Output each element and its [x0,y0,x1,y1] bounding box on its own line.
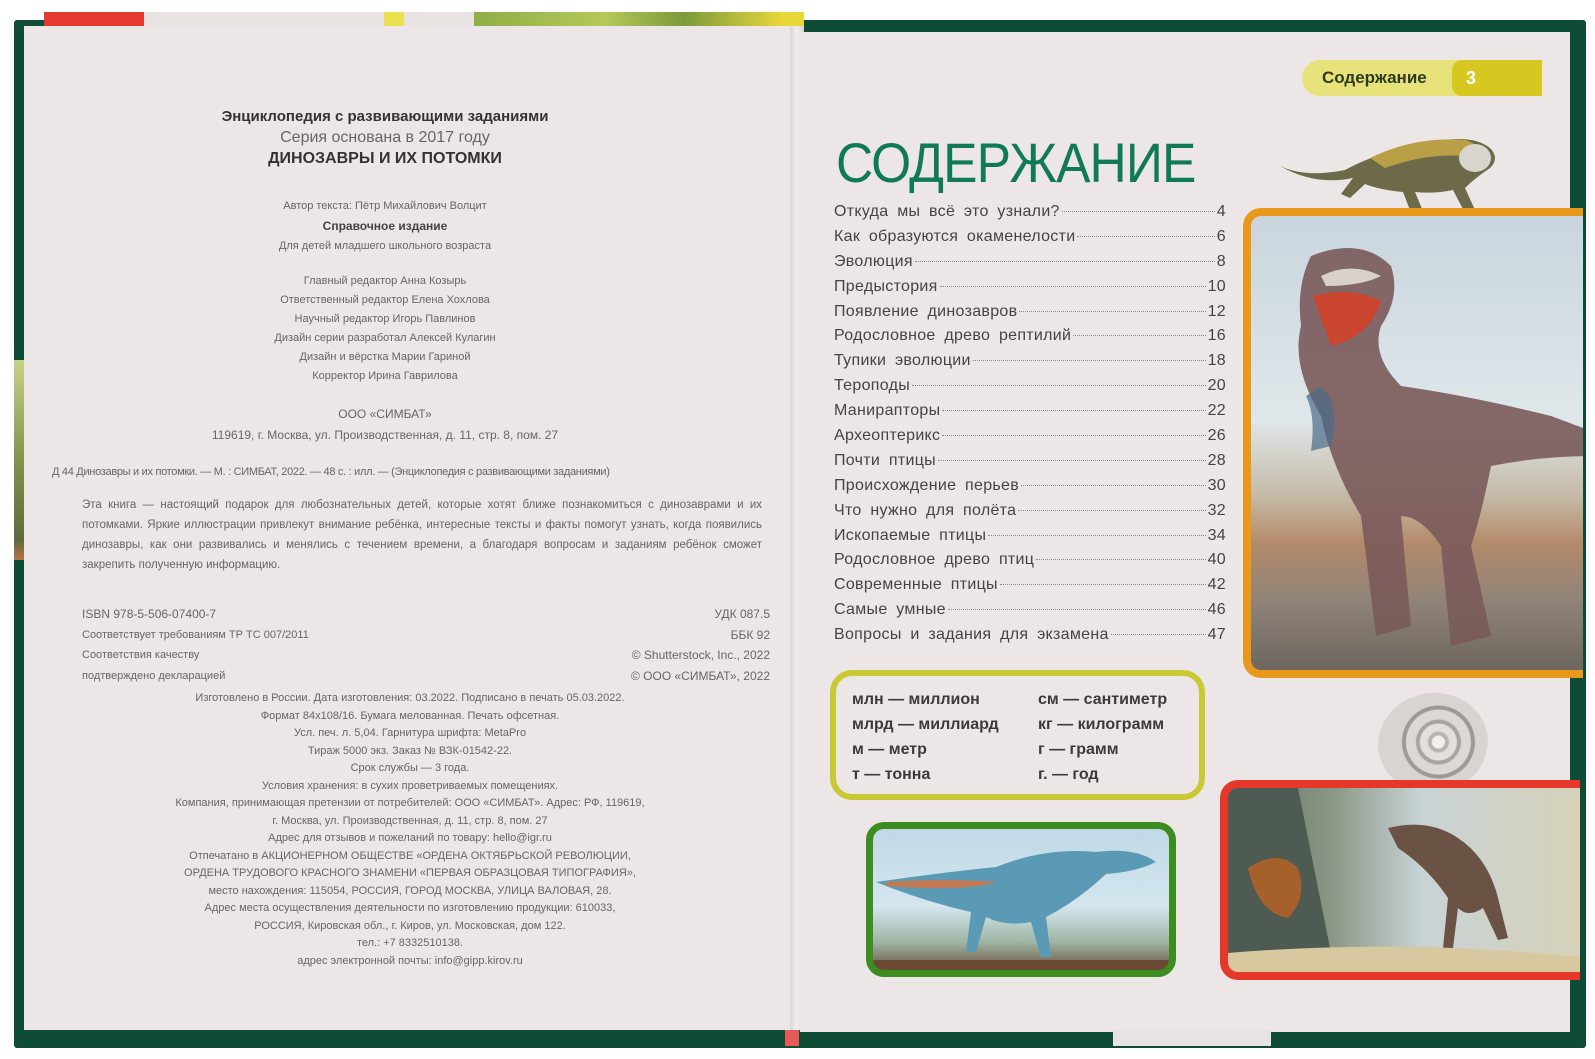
imprint-line: г. Москва, ул. Производственная, д. 11, стр. 8, пом. 27 [272,814,548,827]
imprint-line: РОССИЯ, Кировская обл., г. Киров, ул. Московская, дом 122. [254,919,566,932]
toc-entry[interactable]: Археоптерикс 26 [834,427,1226,445]
table-of-contents [834,203,1226,651]
edition-type: Справочное издание [322,219,448,233]
toc-entry[interactable]: Тероподы 20 [834,377,1226,395]
isbn: ISBN 978-5-506-07400-7 [82,607,217,621]
section-tab [1302,60,1542,96]
toc-entry[interactable]: Современные птицы 42 [834,576,1226,594]
copyright-shutterstock: © Shutterstock, Inc., 2022 [631,648,770,662]
credit-line: Научный редактор Игорь Павлинов [294,313,476,325]
meta-right [480,604,770,686]
imprint-line: Формат 84х108/16. Бумага мелованная. Печать офсетная. [260,709,560,722]
audience-line: Для детей младшего школьного возраста [278,240,492,252]
imprint-line: Отпечатано в АКЦИОНЕРНОМ ОБЩЕСТВЕ «ОРДЕНА ОКТЯБРЬСКОЙ РЕВОЛЮЦИИ, [189,849,631,862]
abbreviations-legend [830,670,1205,800]
imprint-line: тел.: +7 8332510138. [356,937,464,949]
credit-line: Ответственный редактор Елена Хохлова [280,294,490,306]
toc-entry[interactable]: Происхождение перьев 30 [834,476,1226,494]
imprint-block [0,690,820,970]
book-title: ДИНОЗАВРЫ И ИХ ПОТОМКИ [268,150,502,167]
abbreviation: кг — килограмм [1038,716,1165,733]
toc-entry[interactable]: Тупики эволюции 18 [834,352,1226,370]
imprint-line: Адрес для отзывов и пожеланий по товару: hello@igr.ru [268,832,552,844]
abbreviation: г — грамм [1038,741,1119,758]
toc-entry[interactable]: Родословное древо птиц 40 [834,551,1226,569]
credit-line: Дизайн серии разработал Алексей Кулагин [274,332,496,344]
abbreviation: т — тонна [852,766,931,783]
raptors-illustration [1220,780,1580,980]
toc-entry[interactable]: Самые умные 46 [834,601,1226,619]
toc-entry[interactable]: Что нужно для полёта 32 [834,501,1226,519]
series-founded: Серия основана в 2017 году [280,129,490,146]
tyrannosaurus-illustration [1243,208,1583,678]
book-top-edge [44,12,804,26]
publisher-block [0,404,770,446]
author-block [0,196,770,256]
imprint-line: место нахождения: 115054, РОССИЯ, ГОРОД МОСКВА, УЛИЦА ВАЛОВАЯ, 28. [208,884,612,897]
abbreviation: млн — миллион [852,691,980,708]
imprint-line: Усл. печ. л. 5,04. Гарнитура шрифта: MetaPro [293,727,527,739]
abbreviation: г. — год [1038,766,1099,783]
page-number: 3 [1452,60,1542,96]
publisher-address: 119619, г. Москва, ул. Производственная, д. 11, стр. 8, пом. 27 [211,428,559,442]
meta-left [82,604,412,686]
credit-line: Главный редактор Анна Козырь [303,275,467,287]
imprint-line: Срок службы — 3 года. [350,762,470,774]
credit-line: Дизайн и вёрстка Марии Гариной [299,351,471,363]
toc-entry[interactable]: Ископаемые птицы 34 [834,526,1226,544]
toc-entry[interactable]: Родословное древо рептилий 16 [834,327,1226,345]
imprint-line: Условия хранения: в сухих проветриваемых помещениях. [261,779,559,792]
copyright-publisher: © ООО «СИМБАТ», 2022 [631,668,770,683]
imprint-line: Адрес места осуществления деятельности по изготовлению продукции: 610033, [204,902,616,914]
abbreviation: м — метр [852,741,927,758]
catalog-entry: Д 44 Динозавры и их потомки. — М. : СИМБАТ, 2022. — 48 с. : илл. — (Энциклопедия с развивающими заданиями) [52,466,610,478]
publisher-name: ООО «СИМБАТ» [338,407,432,421]
toc-entry[interactable]: Предыстория 10 [834,277,1226,295]
left-page-header [0,106,770,170]
compliance: Соответствует требованиям ТР ТС 007/2011 [82,628,309,641]
book-description: Эта книга — настоящий подарок для любознательных детей, которые хотят ближе познакомиться с динозаврами и их потомками. Яркие иллюстрации привлекут внимание ребёнка, интересные тексты и факты помогут узнать, когда появились динозавры, как они развивались и менялись с течением времени, а благодаря вопросам и заданиям ребёнок сможет закрепить полученную информацию. [82,499,762,571]
toc-entry[interactable]: Эволюция 8 [834,252,1226,270]
toc-entry[interactable]: Манирапторы 22 [834,402,1226,420]
bookmark-ribbon [785,1030,799,1046]
author-line: Автор текста: Пётр Михайлович Волцит [283,200,487,212]
abbreviation: млрд — миллиард [852,716,999,733]
series-title: Энциклопедия с развивающими заданиями [221,108,549,125]
book-bottom-edge [1113,1030,1271,1046]
quality-line-1: Соответствия качеству [82,649,200,661]
udk: УДК 087.5 [714,607,770,621]
credit-line: Корректор Ирина Гаврилова [312,370,458,382]
abbreviation: см — сантиметр [1038,691,1168,708]
section-tab-label: Содержание [1322,68,1427,87]
toc-entry[interactable]: Откуда мы всё это узнали? 4 [834,203,1226,220]
toc-entry[interactable]: Появление динозавров 12 [834,302,1226,320]
iguanodon-illustration [866,822,1176,977]
toc-entry[interactable]: Почти птицы 28 [834,451,1226,469]
imprint-line: адрес электронной почты: info@gipp.kirov.ru [297,954,523,967]
toc-entry[interactable]: Вопросы и задания для экзамена 47 [834,626,1226,644]
imprint-line: Тираж 5000 экз. Заказ № ВЗК-01542-22. [307,744,513,757]
imprint-line: ОРДЕНА ТРУДОВОГО КРАСНОГО ЗНАМЕНИ «ПЕРВАЯ ОБРАЗЦОВАЯ ТИПОГРАФИЯ», [184,867,636,879]
imprint-line: Изготовлено в России. Дата изготовления: 03.2022. Подписано в печать 05.03.2022. [195,692,625,704]
bbk: ББК 92 [730,627,770,642]
quality-line-2: подтверждено декларацией [82,669,226,682]
toc-entry[interactable]: Как образуются окаменелости 6 [834,227,1226,245]
contents-heading: СОДЕРЖАНИЕ [836,131,1196,194]
imprint-line: Компания, принимающая претензии от потребителей: ООО «СИМБАТ». Адрес: РФ, 119619, [175,797,645,809]
credits-list [0,272,770,386]
